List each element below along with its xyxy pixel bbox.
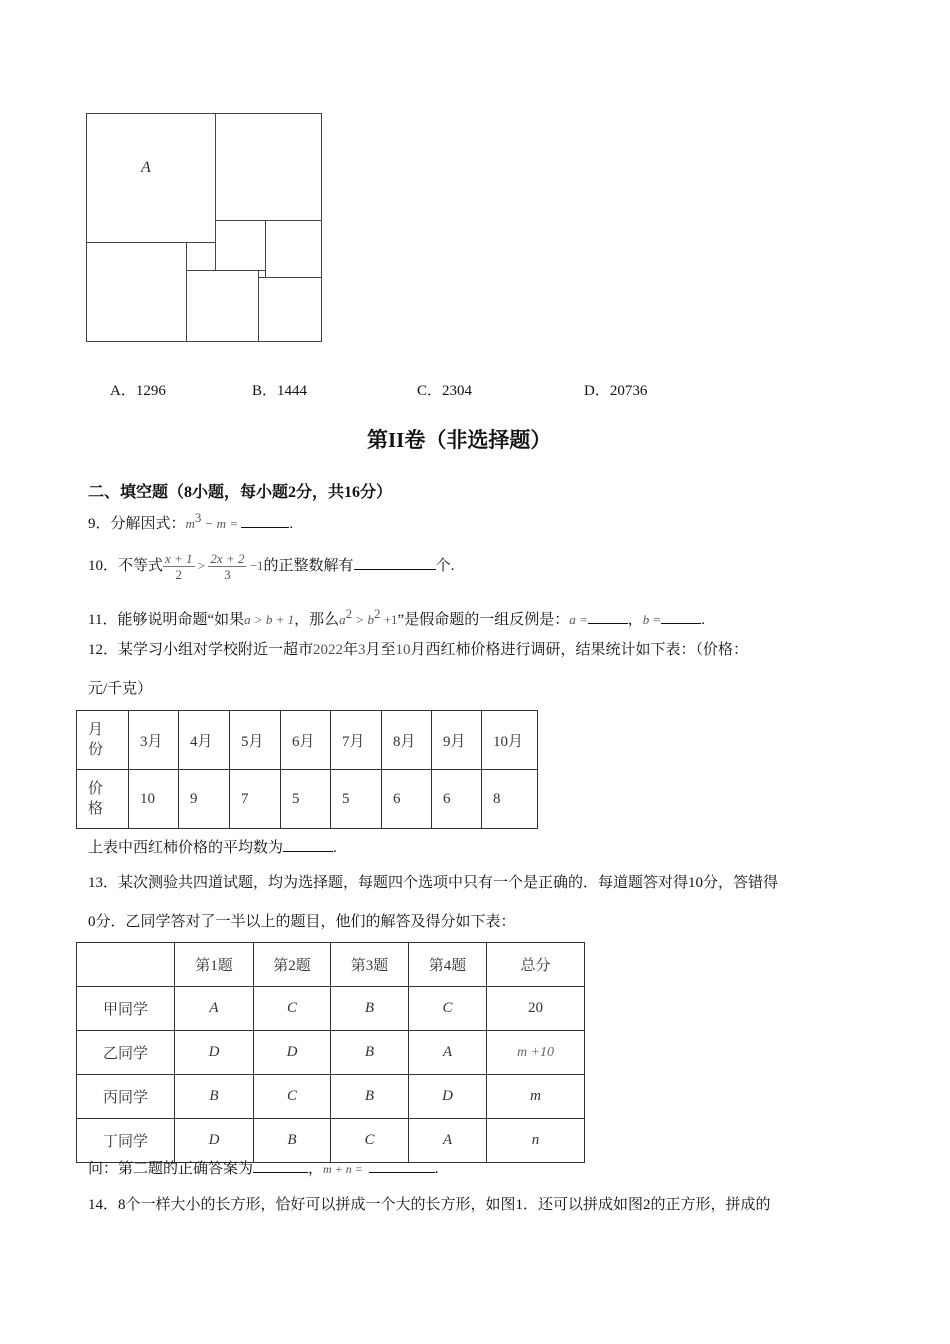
table-cell: A: [175, 987, 254, 1031]
question-11: 11．能够说明命题“如果a > b + 1，那么$a^2 > b^2 +1$”是假命题的一组反例是：a = ，b = .: [88, 606, 706, 628]
table-cell: 5: [331, 770, 382, 829]
table-cell: 6: [382, 770, 432, 829]
square-dissection-figure: [86, 113, 322, 342]
table-cell: 10: [129, 770, 179, 829]
table-cell: 10月: [482, 711, 538, 770]
question-10: 10．不等式 $\frac{x + 1}{2}$ > $\frac{2x + 2}{3}$ −1的正整数解有 个.: [88, 551, 455, 583]
table-header: [77, 943, 175, 987]
table-row-prices: [77, 770, 538, 829]
question-13-line-1: 13．某次测验共四道试题，均为选择题，每题四个选项中只有一个是正确的．每道题答对得10分，答错得: [88, 875, 779, 891]
table-header: 第3题: [331, 943, 409, 987]
square-top-right: [215, 113, 322, 221]
table-cell: B: [331, 1031, 409, 1075]
answer-blank-q11-a[interactable]: [588, 609, 628, 624]
table-cell: C: [254, 1075, 331, 1119]
answer-blank-q12[interactable]: [283, 837, 333, 852]
answer-blank-q10[interactable]: [354, 555, 436, 570]
table-cell: B: [254, 1119, 331, 1163]
table-header: 第4题: [409, 943, 487, 987]
row-header-price: 价 格: [77, 770, 129, 829]
square-right-middle: [265, 220, 322, 278]
table-cell: m +10: [487, 1031, 585, 1075]
square-bottom-right: [258, 277, 322, 342]
answer-blank-q13-b[interactable]: [369, 1158, 435, 1173]
table-cell: A: [409, 1119, 487, 1163]
question-12-line-2: 元/千克）: [88, 681, 153, 697]
table-header-row: [77, 943, 585, 987]
table-cell: D: [175, 1031, 254, 1075]
table-row: [77, 1119, 585, 1163]
table-cell: C: [409, 987, 487, 1031]
table-header: 第1题: [175, 943, 254, 987]
table-cell: D: [409, 1075, 487, 1119]
table-cell: 9: [179, 770, 230, 829]
table-cell: n: [487, 1119, 585, 1163]
answer-score-table: [76, 942, 585, 1163]
question-14-line-1: 14．8个一样大小的长方形，恰好可以拼成一个大的长方形，如图1．还可以拼成如图2的正方形，拼成的: [88, 1197, 771, 1213]
table-cell: 8: [482, 770, 538, 829]
square-tiny: [258, 270, 266, 278]
option-a: A．1296: [110, 383, 166, 399]
fraction-2: $\frac{2x + 2}{3}$: [210, 551, 245, 583]
table-cell: 6: [432, 770, 482, 829]
table-cell: 8月: [382, 711, 432, 770]
table-cell: A: [409, 1031, 487, 1075]
table-cell: 5: [281, 770, 331, 829]
table-cell: 3月: [129, 711, 179, 770]
option-b: B．1444: [252, 383, 308, 399]
table-cell: 4月: [179, 711, 230, 770]
table-cell: 丙同学: [77, 1075, 175, 1119]
table-cell: 丁同学: [77, 1119, 175, 1163]
section-title: 第II卷（非选择题）: [367, 428, 552, 452]
table-cell: 6月: [281, 711, 331, 770]
option-d: D．20736: [584, 383, 648, 399]
square-middle: [215, 220, 266, 271]
table-cell: C: [254, 987, 331, 1031]
table-row-months: [77, 711, 538, 770]
table-header: 总分: [487, 943, 585, 987]
table-row: [77, 1075, 585, 1119]
table-cell: m: [487, 1075, 585, 1119]
square-small-left: [186, 242, 216, 271]
answer-blank-q11-b[interactable]: [661, 609, 701, 624]
table-cell: B: [175, 1075, 254, 1119]
table-row: [77, 1031, 585, 1075]
table-cell: 甲同学: [77, 987, 175, 1031]
table-cell: B: [331, 1075, 409, 1119]
option-c: C．2304: [417, 383, 473, 399]
question-9: 9．分解因式：$m^3 - m$ = .: [88, 510, 294, 532]
table-header: 第2题: [254, 943, 331, 987]
table-cell: D: [175, 1119, 254, 1163]
table-cell: B: [331, 987, 409, 1031]
square-bottom-middle: [186, 270, 259, 342]
table-cell: 7: [230, 770, 281, 829]
question-13-prompt: 问：第二题的正确答案为 ，m + n = .: [88, 1158, 439, 1179]
part-heading: 二、填空题（8小题，每小题2分，共16分）: [88, 484, 393, 501]
figure-label-a: A: [141, 159, 151, 176]
square-bottom-left: [86, 242, 187, 342]
table-cell: 5月: [230, 711, 281, 770]
row-header-month: 月 份: [77, 711, 129, 770]
question-13-line-2: 0分．乙同学答对了一半以上的题目，他们的解答及得分如下表：: [88, 914, 516, 930]
table-cell: D: [254, 1031, 331, 1075]
table-row: [77, 987, 585, 1031]
question-12-line-1: 12．某学习小组对学校附近一超市2022年3月至10月西红柿价格进行调研，结果统计如下表：（价格：: [88, 642, 749, 658]
table-cell: C: [331, 1119, 409, 1163]
square-a: [86, 113, 216, 243]
table-cell: 乙同学: [77, 1031, 175, 1075]
question-12-prompt: 上表中西红柿价格的平均数为 .: [88, 837, 337, 858]
answer-blank-q9[interactable]: [241, 513, 289, 528]
table-cell: 7月: [331, 711, 382, 770]
table-cell: 20: [487, 987, 585, 1031]
fraction-1: $\frac{x + 1}{2}$: [165, 551, 193, 583]
tomato-price-table: [76, 710, 538, 829]
table-cell: 9月: [432, 711, 482, 770]
answer-blank-q13-a[interactable]: [253, 1158, 308, 1173]
